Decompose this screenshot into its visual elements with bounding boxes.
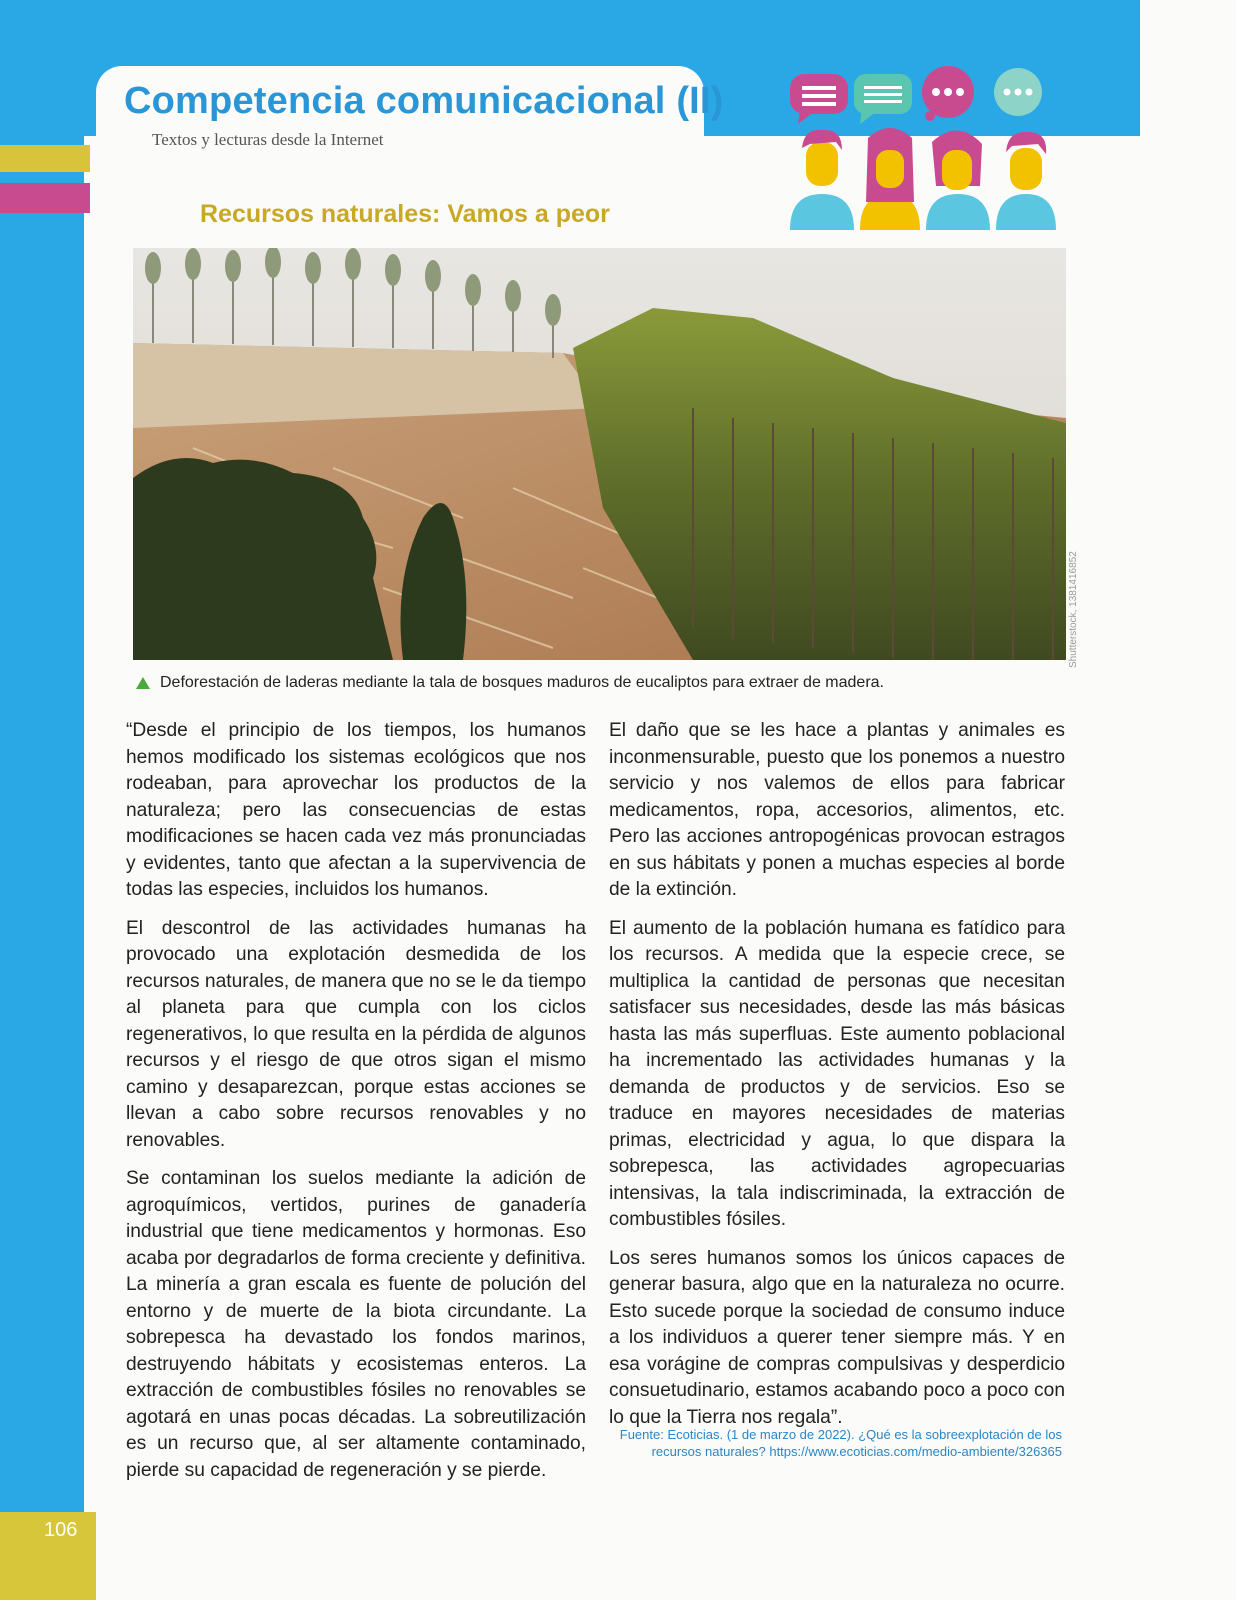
left-color-band: [0, 136, 84, 1516]
people-icon: [790, 128, 1056, 230]
photo-credit: Shutterstock, 1381416852: [1068, 551, 1079, 668]
page-title: Competencia comunicacional (II): [124, 80, 724, 122]
paragraph: El aumento de la población humana es fatídico para los recursos. A medida que la especie crece, se multiplica la cantidad de personas que necesitan satisfacer sus necesidades, desde las más básicas hasta las más superfluas. Este aumento poblacional ha incrementado las actividades humanas y la demanda de productos y de servicios. Eso se traduce en mayores necesidades de materias primas, electricidad y agua, lo que dispara la sobrepesca, las actividades agropecuarias intensivas, la tala indiscriminada, la extracción de combustibles fósiles.: [609, 917, 1065, 1230]
paragraph: Se contaminan los suelos mediante la adición de agroquímicos, vertidos, purines de ganadería industrial que tiene medicamentos y hormonas. Eso acaba por degradarlos de forma creciente y definitiva. La minería a gran escala es fuente de polución del entorno y de muerte de la biota circundante. La sobrepesca ha devastado los fondos marinos, destruyendo hábitats y ecosistemas enteros. La extracción de combustibles fósiles no renovables se agotará en unas pocas décadas. La sobreutilización es un recurso que, al ser altamente contaminado, pierde su capacidad de regeneración y se pierde.: [126, 1168, 586, 1481]
chat-bubbles-icon: [790, 58, 1080, 238]
yellow-stripe: [0, 145, 90, 172]
paragraph: “Desde el principio de los tiempos, los humanos hemos modificado los sistemas ecológicos que nos rodeaban, para aprovechar los productos de la naturaleza; pero las consecuencias de estas modificaciones se hacen cada vez más pronunciadas y evidentes, tanto que afectan a la supervivencia de todas las especies, incluidos los humanos.: [126, 720, 586, 900]
left-column: [126, 718, 586, 1496]
right-column: [609, 718, 1065, 1443]
section-heading: Recursos naturales: Vamos a peor: [200, 200, 610, 228]
pink-stripe: [0, 183, 90, 213]
caption-text: Deforestación de laderas mediante la tala de bosques maduros de eucaliptos para extraer de madera.: [160, 674, 884, 691]
page-number: 106: [44, 1519, 78, 1541]
paragraph: Los seres humanos somos los únicos capaces de generar basura, algo que en la naturaleza no ocurre. Esto sucede porque la sociedad de consumo induce a los individuos a querer tener siempre más. Y en esa vorágine de compras compulsivas y desperdicio consuetudinario, estamos acabando poco a poco con lo que la Tierra nos regala”.: [609, 1247, 1065, 1428]
deforestation-photo: [133, 248, 1066, 660]
triangle-bullet-icon: [136, 677, 150, 689]
figure-caption: [136, 674, 884, 692]
source-citation: Fuente: Ecoticias. (1 de marzo de 2022). ¿Qué es la sobreexplotación de los recursos naturales? https://www.ecoticias.com/medio-ambiente/326365: [619, 1427, 1062, 1459]
paragraph: El descontrol de las actividades humanas ha provocado una explotación desmedida de los recursos naturales, de manera que no se le da tiempo al planeta para que cumpla con los ciclos regenerativos, lo que resulta en la pérdida de algunos recursos y el riesgo de que otros sigan el mismo camino y desaparezcan, porque estas acciones se llevan a cabo sobre recursos renovables y no renovables.: [126, 917, 586, 1151]
page-subtitle: Textos y lecturas desde la Internet: [152, 130, 384, 149]
chat-people-illustration: [790, 58, 1080, 238]
paragraph: El daño que se les hace a plantas y animales es inconmensurable, puesto que los ponemos a nuestro servicio y nos valemos de ellos para fabricar medicamentos, ropa, accesorios, alimentos, etc. Pero las acciones antropogénicas provocan estragos en sus hábitats y ponen a muchas especies al borde de la extinción.: [609, 720, 1065, 900]
